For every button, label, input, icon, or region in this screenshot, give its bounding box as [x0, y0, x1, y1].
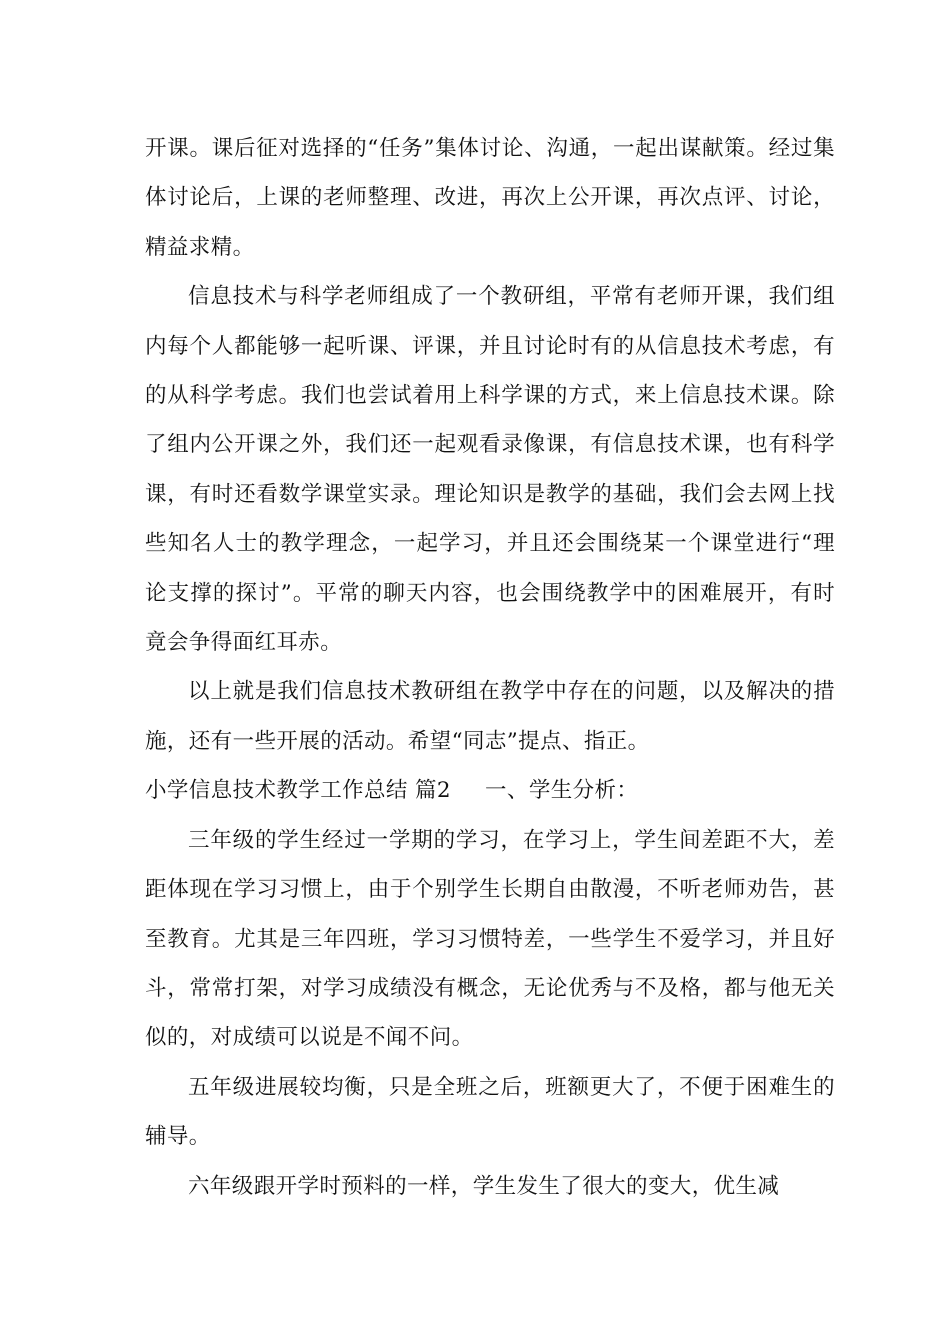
paragraph-grade-six: 六年级跟开学时预料的一样，学生发生了很大的变大，优生减: [188, 1173, 780, 1199]
section-heading: [145, 766, 835, 815]
section-title: 小学信息技术教学工作总结 篇2: [145, 778, 452, 804]
paragraph-continuation: 开课。课后征对选择的“任务”集体讨论、沟通，一起出谋献策。经过集体讨论后，上课的老师整理、改进，再次上公开课，再次点评、讨论，精益求精。: [145, 136, 835, 260]
paragraph-teaching-group: 信息技术与科学老师组成了一个教研组，平常有老师开课，我们组内每个人都能够一起听课、评课，并且讨论时有的从信息技术考虑，有的从科学考虑。我们也尝试着用上科学课的方式，来上信息技术课。除了组内公开课之外，我们还一起观看录像课，有信息技术课，也有科学课，有时还看数学课堂实录。理论知识是教学的基础，我们会去网上找些知名人士的教学理念，一起学习，并且还会围绕某一个课堂进行“理论支撑的探讨”。平常的聊天内容，也会围绕教学中的困难展开，有时竟会争得面红耳赤。: [145, 284, 835, 656]
paragraph-grade-five: 五年级进展较均衡，只是全班之后，班额更大了，不便于困难生的辅导。: [145, 1074, 835, 1150]
paragraph-conclusion: 以上就是我们信息技术教研组在教学中存在的问题，以及解决的措施，还有一些开展的活动。希望“同志”提点、指正。: [145, 679, 835, 754]
section-subheading: 一、学生分析：: [485, 778, 639, 804]
paragraph-grade-three: 三年级的学生经过一学期的学习，在学习上，学生间差距不大，差距体现在学习习惯上，由于个别学生长期自由散漫，不听老师劝告，甚至教育。尤其是三年四班，学习习惯特差，一些学生不爱学习，并且好斗，常常打架，对学习成绩没有概念，无论优秀与不及格，都与他无关似的，对成绩可以说是不闻不问。: [145, 827, 835, 1051]
document-body: [145, 124, 835, 1211]
